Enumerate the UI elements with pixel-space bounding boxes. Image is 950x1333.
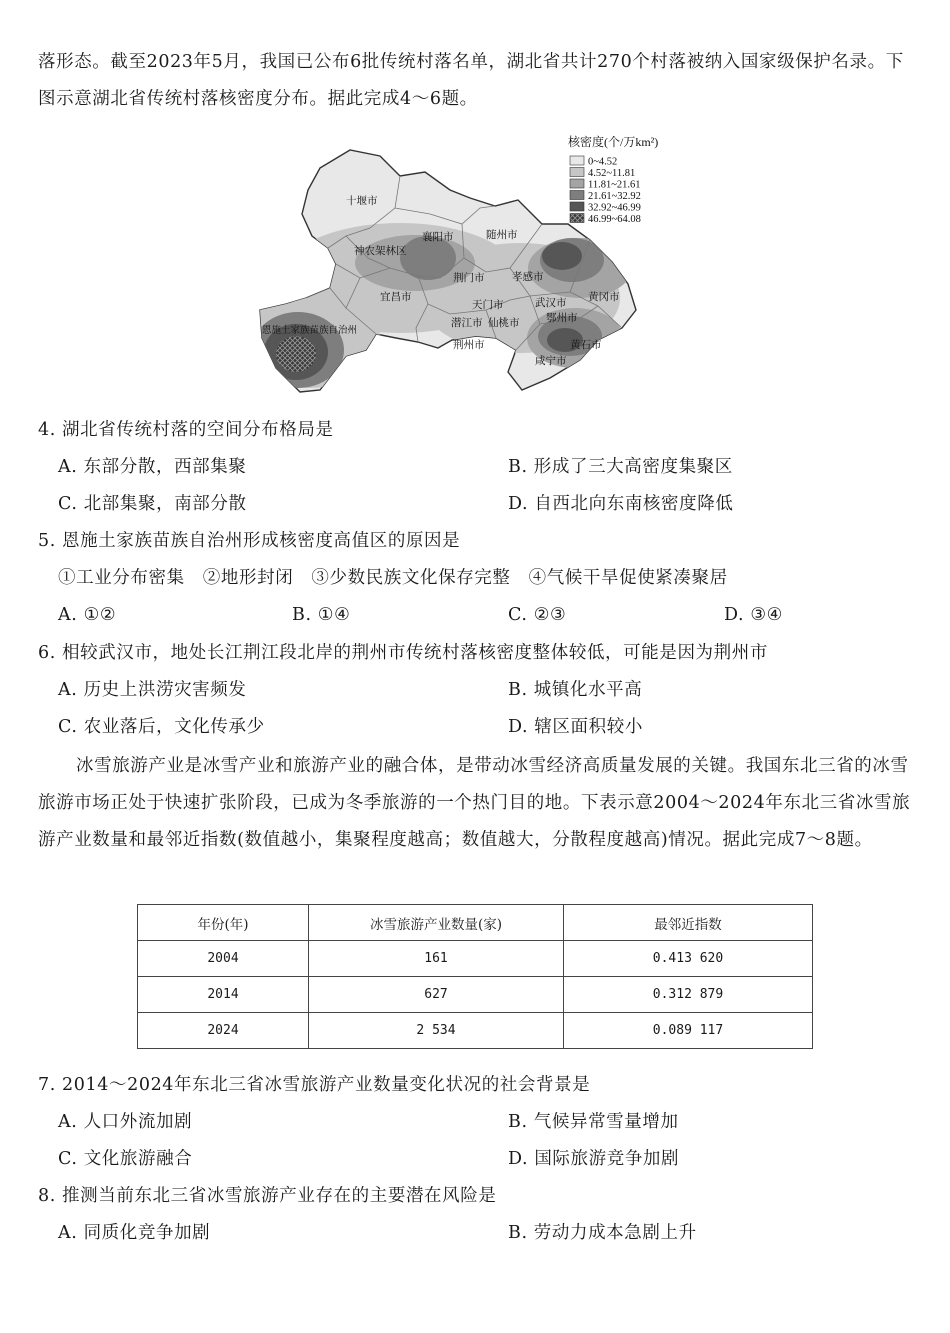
table-cell: 161: [309, 941, 564, 977]
intro2-paragraph: 冰雪旅游产业是冰雪产业和旅游产业的融合体，是带动冰雪经济高质量发展的关键。我国东北三省的冰雪旅游市场正处于快速扩张阶段，已成为冬季旅游的一个热门目的地。下表示意2004～2024年东北三省冰雪旅游产业数量和最邻近指数(数值越小，集聚程度越高；数值越大，分散程度越高)情况。据此完成7～8题。: [38, 756, 911, 850]
table-header-count: 冰雪旅游产业数量(家): [309, 905, 564, 941]
q5-option-a[interactable]: A. ①②: [58, 605, 117, 625]
label-xiangyang: 襄阳市: [422, 232, 454, 243]
q4-option-a[interactable]: A. 东部分散，西部集聚: [58, 457, 247, 477]
q8-option-a[interactable]: A. 同质化竞争加剧: [58, 1223, 211, 1243]
label-enshi: 恩施土家族苗族自治州: [262, 326, 358, 336]
label-yichang: 宜昌市: [380, 292, 412, 303]
intro-paragraph: 落形态。截至2023年5月，我国已公布6批传统村落名单，湖北省共计270个村落被纳入国家级保护名录。下图示意湖北省传统村落核密度分布。据此完成4～6题。: [38, 52, 904, 109]
q8-stem: 8. 推测当前东北三省冰雪旅游产业存在的主要潜在风险是: [38, 1186, 497, 1206]
legend-label: 11.81~21.61: [588, 179, 641, 191]
label-jingzhou: 荆州市: [453, 340, 485, 351]
legend-swatch: [570, 191, 584, 200]
q6-option-c[interactable]: C. 农业落后，文化传承少: [58, 717, 265, 737]
q8-option-b[interactable]: B. 劳动力成本急剧上升: [508, 1223, 697, 1243]
label-shennongjia: 神农架林区: [354, 246, 407, 257]
table-row: [138, 977, 813, 1013]
label-huangshi: 黄石市: [570, 340, 602, 351]
label-wuhan: 武汉市: [535, 298, 567, 309]
label-tianmen: 天门市: [472, 300, 504, 311]
q4-option-b[interactable]: B. 形成了三大高密度集聚区: [508, 457, 733, 477]
table-cell: 0.312 879: [564, 977, 813, 1013]
q7-option-c[interactable]: C. 文化旅游融合: [58, 1149, 193, 1169]
q5-stem: 5. 恩施土家族苗族自治州形成核密度高值区的原因是: [38, 531, 461, 551]
label-jingmen: 荆门市: [453, 273, 485, 284]
legend-swatch: [570, 202, 584, 211]
legend-swatch: [570, 179, 584, 188]
label-huanggang: 黄冈市: [588, 292, 620, 303]
q7-option-d[interactable]: D. 国际旅游竞争加剧: [508, 1149, 680, 1169]
q7-option-a[interactable]: A. 人口外流加剧: [58, 1112, 193, 1132]
label-qianjiang: 潜江市: [451, 318, 483, 329]
q5-statements: ①工业分布密集 ②地形封闭 ③少数民族文化保存完整 ④气候干旱促使紧凑聚居: [58, 568, 728, 588]
table-header-nni: 最邻近指数: [564, 905, 813, 941]
table-cell: 627: [309, 977, 564, 1013]
snow-tourism-table: [137, 904, 813, 1049]
table-row: [138, 941, 813, 977]
legend-swatch: [570, 214, 584, 223]
table-cell: 2024: [138, 1013, 309, 1049]
label-xiaogan: 孝感市: [512, 272, 544, 283]
q7-stem: 7. 2014～2024年东北三省冰雪旅游产业数量变化状况的社会背景是: [38, 1075, 591, 1095]
q4-option-c[interactable]: C. 北部集聚，南部分散: [58, 494, 247, 514]
legend-label: 46.99~64.08: [588, 214, 641, 225]
legend-swatch: [570, 156, 584, 165]
q4-stem: 4. 湖北省传统村落的空间分布格局是: [38, 420, 334, 440]
legend-title: 核密度(个/万km²): [568, 135, 659, 149]
q4-option-d[interactable]: D. 自西北向东南核密度降低: [508, 494, 734, 514]
table-cell: 2 534: [309, 1013, 564, 1049]
legend-swatch: [570, 168, 584, 177]
map-legend: [568, 134, 658, 225]
q5-option-b[interactable]: B. ①④: [292, 605, 351, 625]
table-row: [138, 1013, 813, 1049]
table-cell: 0.089 117: [564, 1013, 813, 1049]
label-suizhou: 随州市: [486, 230, 518, 241]
q5-option-c[interactable]: C. ②③: [508, 605, 567, 625]
legend-label: 0~4.52: [588, 156, 618, 168]
q6-option-d[interactable]: D. 辖区面积较小: [508, 717, 643, 737]
q7-option-b[interactable]: B. 气候异常雪量增加: [508, 1112, 679, 1132]
table-cell: 2004: [138, 941, 309, 977]
label-xianning: 咸宁市: [535, 356, 567, 367]
label-xiantao: 仙桃市: [488, 318, 520, 329]
q6-option-a[interactable]: A. 历史上洪涝灾害频发: [58, 680, 247, 700]
hubei-density-map: [250, 128, 698, 396]
q6-stem: 6. 相较武汉市，地处长江荆江段北岸的荆州市传统村落核密度整体较低，可能是因为荆州市: [38, 643, 768, 663]
legend-label: 21.61~32.92: [588, 191, 641, 202]
label-ezhou: 鄂州市: [546, 313, 578, 324]
q5-option-d[interactable]: D. ③④: [724, 605, 783, 625]
legend-label: 4.52~11.81: [588, 168, 636, 179]
table-header-year: 年份(年): [138, 905, 309, 941]
q6-option-b[interactable]: B. 城镇化水平高: [508, 680, 643, 700]
table-cell: 2014: [138, 977, 309, 1013]
label-shiyan: 十堰市: [346, 196, 378, 207]
legend-label: 32.92~46.99: [588, 202, 641, 214]
table-cell: 0.413 620: [564, 941, 813, 977]
